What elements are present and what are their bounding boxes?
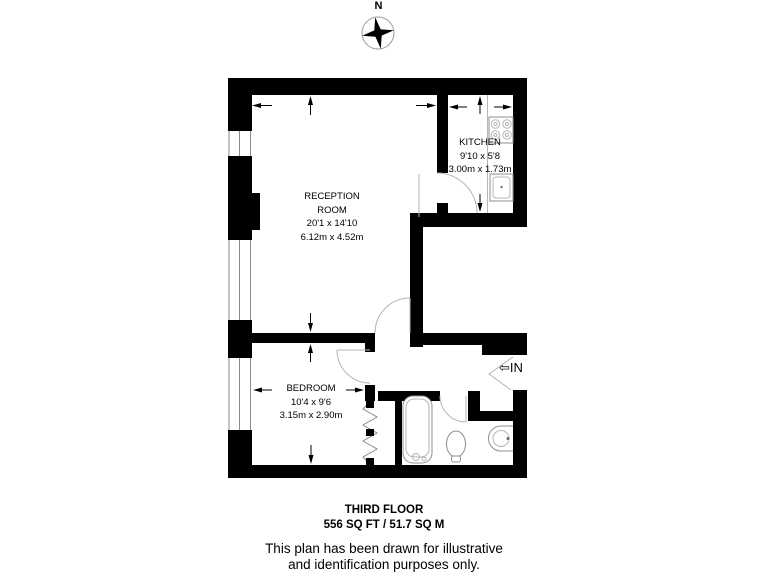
bedroom-divider-wall (252, 333, 375, 343)
bathroom-wall (468, 391, 480, 421)
dim-arrow (309, 445, 314, 464)
disclaimer-line1: This plan has been drawn for illustrative (265, 541, 503, 556)
toilet-icon (447, 431, 466, 462)
room-dim-imperial: 20'1 x 14'10 (306, 218, 358, 229)
room-name: BEDROOM (286, 383, 336, 394)
wall-pier (252, 193, 260, 230)
dim-arrow (308, 313, 313, 332)
dim-arrow (308, 344, 313, 362)
wall (228, 465, 527, 478)
dim-arrow (416, 103, 436, 108)
kitchen-partition-stub (437, 203, 448, 213)
bathroom-door-arc (440, 396, 466, 422)
basin-icon (488, 426, 513, 451)
entrance-arrow-icon: ⇦ (499, 360, 510, 375)
room-name: KITCHEN (459, 137, 501, 148)
window (229, 240, 251, 320)
wall (228, 78, 252, 131)
bathroom-wall (480, 411, 513, 421)
wall (410, 333, 527, 345)
entrance-in-text: IN (509, 360, 523, 375)
room-dim-metric: 3.15m x 2.90m (279, 410, 343, 421)
wall (228, 78, 527, 95)
reception-label (272, 190, 392, 244)
kitchen-label (430, 136, 530, 177)
wall-stub (365, 343, 375, 352)
wall (482, 345, 527, 355)
floor-title: THIRD FLOOR (344, 504, 424, 516)
wall (228, 320, 252, 358)
bedroom-door-arc (337, 350, 370, 383)
reception-door-arc (375, 298, 410, 333)
room-dim-imperial: 10'4 x 9'6 (290, 396, 332, 408)
wall (410, 213, 527, 227)
bathroom-fixtures (403, 396, 513, 463)
dim-arrow (308, 96, 313, 115)
bedroom-label (251, 382, 371, 423)
room-dim-metric: 3.00m x 1.73m (448, 164, 512, 175)
compass-north-label: N (374, 0, 383, 12)
floor-area: 556 SQ FT / 51.7 SQ M (323, 519, 445, 531)
dim-arrow (478, 96, 483, 114)
dim-arrow (494, 105, 512, 110)
room-dim-metric: 6.12m x 4.52m (300, 231, 364, 243)
wall (410, 227, 423, 347)
dim-arrow (449, 105, 467, 110)
bath-icon (403, 396, 432, 463)
dim-arrow (478, 194, 483, 212)
kitchen-sink-icon (490, 174, 513, 201)
window (229, 358, 251, 430)
room-name: ROOM (317, 204, 347, 216)
room-name: RECEPTION (304, 191, 360, 202)
bathroom-wall (395, 401, 402, 465)
disclaimer-line2: and identification purposes only. (288, 557, 480, 572)
wall (228, 156, 252, 240)
entrance-label (499, 361, 523, 375)
compass-icon (362, 17, 394, 49)
room-dim-imperial: 9'10 x 5'8 (459, 150, 501, 162)
dim-arrow (252, 103, 272, 108)
window (229, 131, 251, 156)
wall (513, 390, 527, 468)
